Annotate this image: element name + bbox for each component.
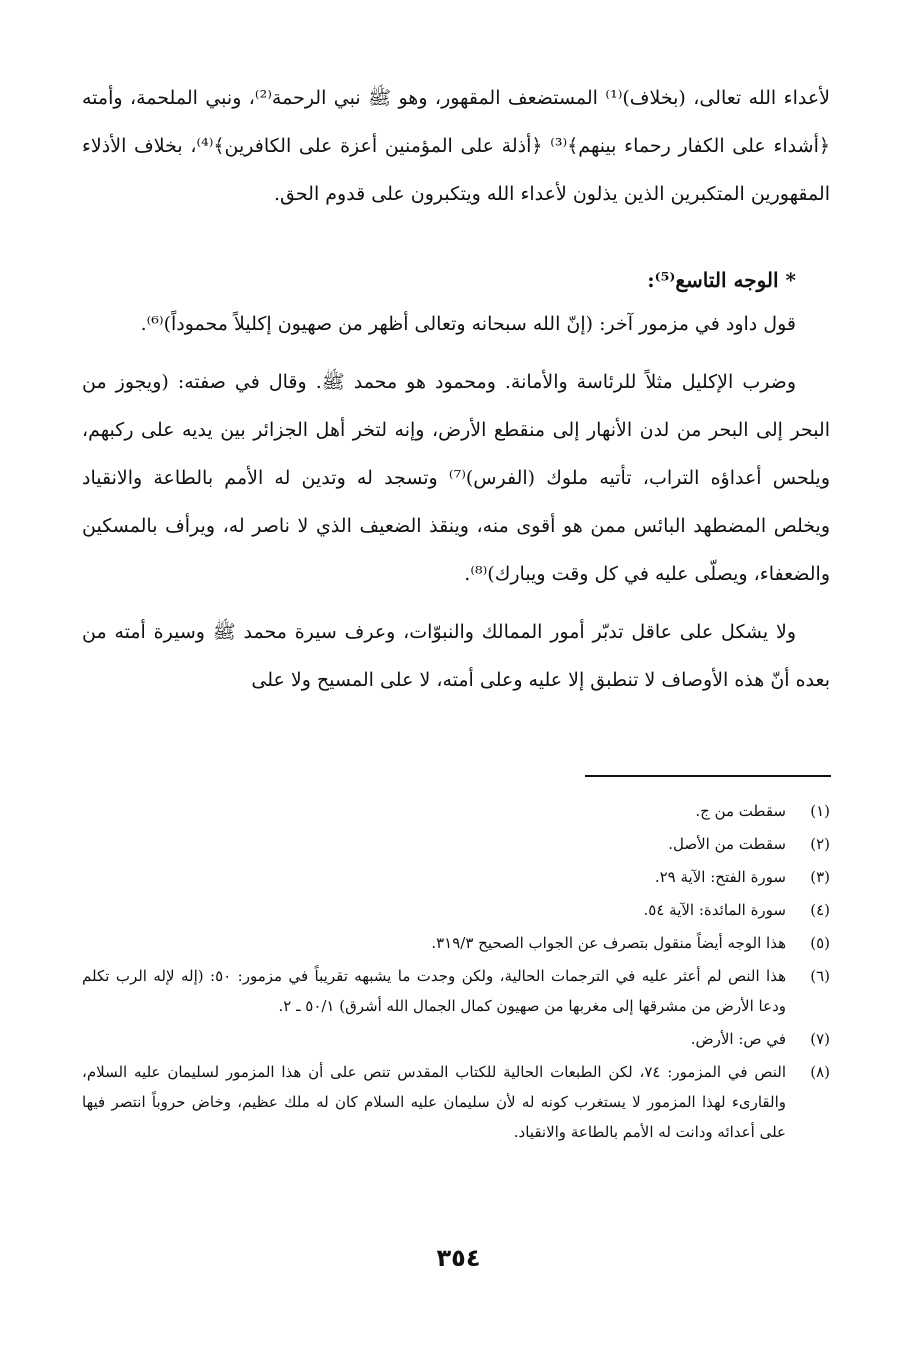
main-text <box>82 74 830 704</box>
footnote-number: (٦) <box>810 967 830 985</box>
footnote-5 <box>82 928 830 958</box>
paragraph-1: لأعداء الله تعالى، (بخلاف)⁽¹⁾ المستضعف المقهور، وهو ﷺ نبي الرحمة⁽²⁾، ونبي الملحمة، وأمته ﴿أشداء على الكفار رحماء بينهم﴾⁽³⁾ ﴿أذلة على المؤمنين أعزة على الكافرين﴾⁽⁴⁾، بخلاف الأذلاء المقهورين المتكبرين الذين يذلون لأعداء الله ويتكبرون على قدوم الحق. <box>82 87 830 205</box>
footnote-2 <box>82 829 830 859</box>
footnote-8 <box>82 1057 830 1147</box>
footnote-1 <box>82 796 830 826</box>
footnote-text: هذا الوجه أيضاً منقول بتصرف عن الجواب الصحيح ٣١٩/٣. <box>431 934 786 952</box>
page-number: ٣٥٤ <box>436 1244 481 1272</box>
footnote-text: النص في المزمور: ٧٤، لكن الطبعات الحالية للكتاب المقدس تنص على أن هذا المزمور لسليمان عليه السلام، والقارىء لهذا المزمور لا يستغرب كونه له لأن سليمان عليه السلام كان له ملك عظيم، وخاض حروباً انتصر فيها على أعدائه ودانت له الأمم بالطاعة والانقياد. <box>82 1063 787 1141</box>
paragraph-3: وضرب الإكليل مثلاً للرئاسة والأمانة. ومحمود هو محمد ﷺ. وقال في صفته: (ويجوز من البحر إلى البحر من لدن الأنهار إلى منقطع الأرض، وإنه لتخر أهل الجزائر بين يديه على ركبهم، ويلحس أعداؤه التراب، تأتيه ملوك (الفرس)⁽⁷⁾ وتسجد له وتدين له الأمم بالطاعة والانقياد ويخلص المضطهد البائس ممن هو أقوى منه، وينقذ الضعيف الذي لا ناصر له، ويرأف بالمسكين والضعفاء، ويصلّى عليه في كل وقت ويبارك)⁽⁸⁾. <box>82 371 830 585</box>
footnote-number: (٢) <box>810 835 830 853</box>
footnote-4 <box>82 895 830 925</box>
footnotes <box>82 796 830 1150</box>
footnote-number: (٤) <box>810 901 830 919</box>
footnote-separator <box>585 775 831 777</box>
footnote-text: سورة الفتح: الآية ٢٩. <box>654 868 786 886</box>
footnote-7 <box>82 1024 830 1054</box>
footnote-text: سقطت من الأصل. <box>668 835 786 853</box>
footnote-text: في ص: الأرض. <box>690 1030 786 1048</box>
footnote-number: (٥) <box>810 934 830 952</box>
section-heading: * الوجه التاسع⁽⁵⁾: <box>647 268 796 292</box>
footnote-text: سقطت من ج. <box>695 802 786 820</box>
footnote-6 <box>82 961 830 1021</box>
footnote-number: (١) <box>810 802 830 820</box>
footnote-text: سورة المائدة: الآية ٥٤. <box>643 901 786 919</box>
footnote-number: (٣) <box>810 868 830 886</box>
footnote-text: هذا النص لم أعثر عليه في الترجمات الحالية، ولكن وجدت ما يشبهه تقريباً في مزمور: ٥٠: (إله لإله الرب تكلم ودعا الأرض من مشرقها إلى مغربها من صهيون كمال الجمال الله أشرق) ٥٠/١ ـ ٢. <box>82 967 786 1015</box>
footnote-3 <box>82 862 830 892</box>
footnote-number: (٧) <box>810 1030 830 1048</box>
footnote-number: (٨) <box>810 1063 830 1081</box>
paragraph-2: قول داود في مزمور آخر: (إنّ الله سبحانه وتعالى أظهر من صهيون إكليلاً محموداً)⁽⁶⁾. <box>140 313 796 335</box>
paragraph-4: ولا يشكل على عاقل تدبّر أمور الممالك والنبوّات، وعرف سيرة محمد ﷺ وسيرة أمته من بعده أنّ هذه الأوصاف لا تنطبق إلا عليه وعلى أمته، لا على المسيح ولا على <box>82 621 830 691</box>
